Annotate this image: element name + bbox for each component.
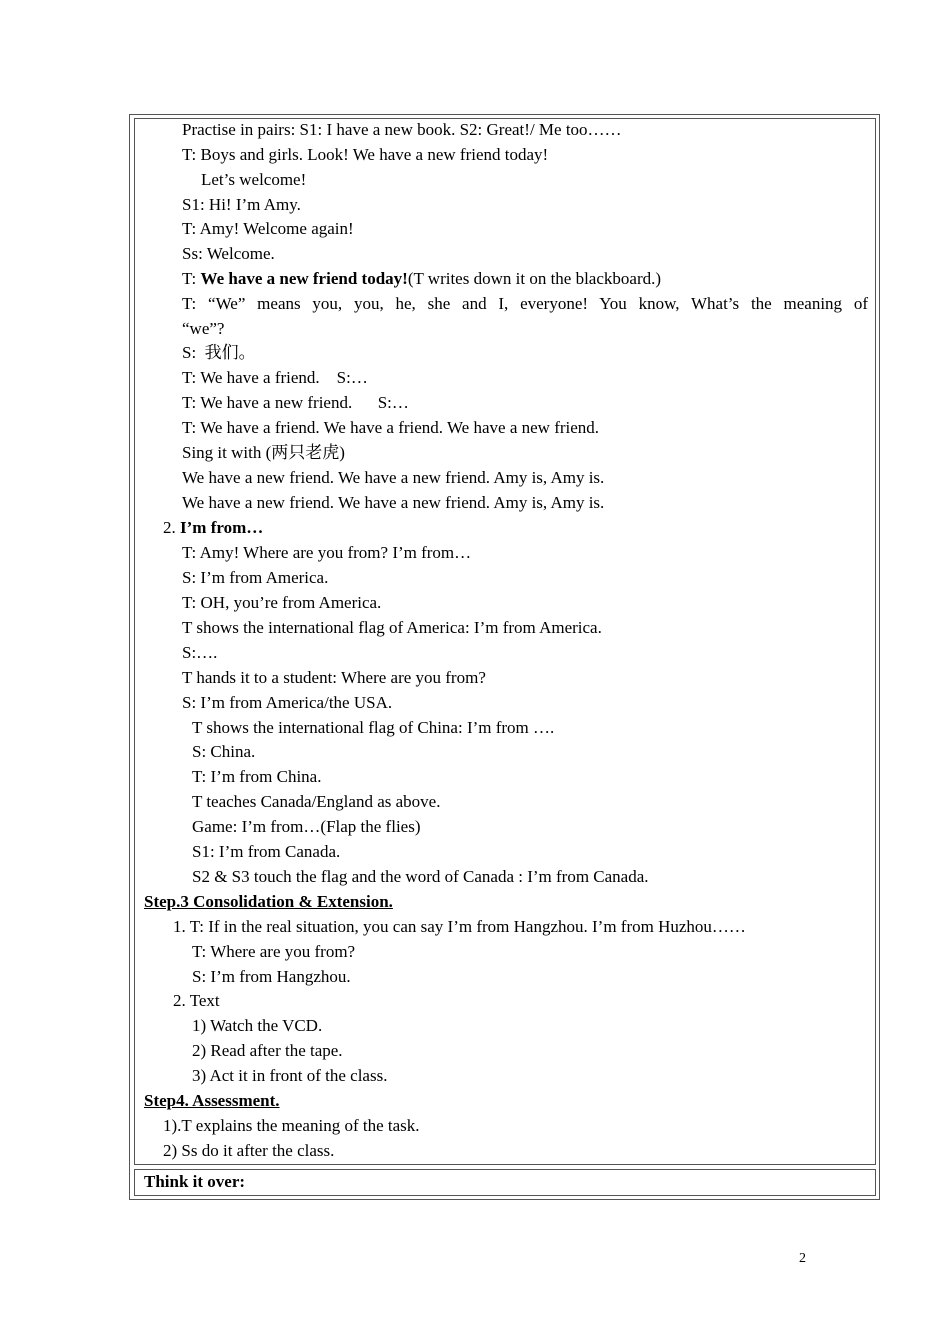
text-line: S: I’m from America. xyxy=(182,568,329,587)
text-line: T: Where are you from? xyxy=(192,942,356,961)
text-line: S: 我们。 xyxy=(182,343,256,362)
text-line: T: Amy! Where are you from? I’m from… xyxy=(182,543,472,562)
text-line: T shows the international flag of China: I’m from …. xyxy=(192,718,555,737)
text-line: S: I’m from America/the USA. xyxy=(182,693,393,712)
text-line: 1).T explains the meaning of the task. xyxy=(163,1116,420,1135)
text-line: Ss: Welcome. xyxy=(182,244,275,263)
text-span: T: xyxy=(182,269,201,288)
text-line: 1) Watch the VCD. xyxy=(192,1016,323,1035)
text-line: S: China. xyxy=(192,742,256,761)
text-line: Practise in pairs: S1: I have a new book. S2: Great!/ Me too…… xyxy=(182,120,622,139)
section-heading xyxy=(163,518,263,538)
text-line: 2. Text xyxy=(173,991,220,1010)
text-line: T hands it to a student: Where are you from? xyxy=(182,668,486,687)
text-line: T: We have a friend. S:… xyxy=(182,368,368,387)
text-span: (T writes down it on the blackboard.) xyxy=(407,269,662,288)
text-line: T: We have a friend. We have a friend. We have a new friend. xyxy=(182,418,600,437)
reflection-cell xyxy=(134,1169,876,1196)
bold-phrase: I’m from… xyxy=(180,518,264,537)
text-line: T: OH, you’re from America. xyxy=(182,593,382,612)
text-line: T: We have a new friend. S:… xyxy=(182,393,409,412)
text-line-justified: T: “We” means you, you, he, she and I, everyone! You know, What’s the meaning of xyxy=(182,294,868,313)
text-line xyxy=(182,269,661,289)
text-line: T shows the international flag of America: I’m from America. xyxy=(182,618,602,637)
text-line: S1: I’m from Canada. xyxy=(192,842,341,861)
text-line: S:…. xyxy=(182,643,218,662)
text-line: 2) Ss do it after the class. xyxy=(163,1141,335,1160)
text-line: 3) Act it in front of the class. xyxy=(192,1066,388,1085)
page-number: 2 xyxy=(799,1251,806,1266)
bold-phrase: We have a new friend today! xyxy=(200,269,408,288)
text-line: Let’s welcome! xyxy=(201,170,307,189)
text-line: S2 & S3 touch the flag and the word of Canada : I’m from Canada. xyxy=(192,867,649,886)
text-line: Sing it with (两只老虎) xyxy=(182,443,345,462)
text-line: “we”? xyxy=(182,319,225,338)
text-span: 2. xyxy=(163,518,180,537)
text-line: We have a new friend. We have a new friend. Amy is, Amy is. xyxy=(182,468,605,487)
reflection-label: Think it over: xyxy=(144,1172,246,1191)
text-line: S1: Hi! I’m Amy. xyxy=(182,195,301,214)
step-heading: Step.3 Consolidation & Extension. xyxy=(144,892,393,911)
text-line: T: Amy! Welcome again! xyxy=(182,219,354,238)
text-line: 1. T: If in the real situation, you can say I’m from Hangzhou. I’m from Huzhou…… xyxy=(173,917,746,936)
text-line: T: Boys and girls. Look! We have a new friend today! xyxy=(182,145,549,164)
text-line: Game: I’m from…(Flap the flies) xyxy=(192,817,421,836)
text-line: We have a new friend. We have a new friend. Amy is, Amy is. xyxy=(182,493,605,512)
text-line: S: I’m from Hangzhou. xyxy=(192,967,351,986)
text-line: 2) Read after the tape. xyxy=(192,1041,343,1060)
text-line: T teaches Canada/England as above. xyxy=(192,792,441,811)
step-heading: Step4. Assessment. xyxy=(144,1091,280,1110)
text-line: T: I’m from China. xyxy=(192,767,322,786)
